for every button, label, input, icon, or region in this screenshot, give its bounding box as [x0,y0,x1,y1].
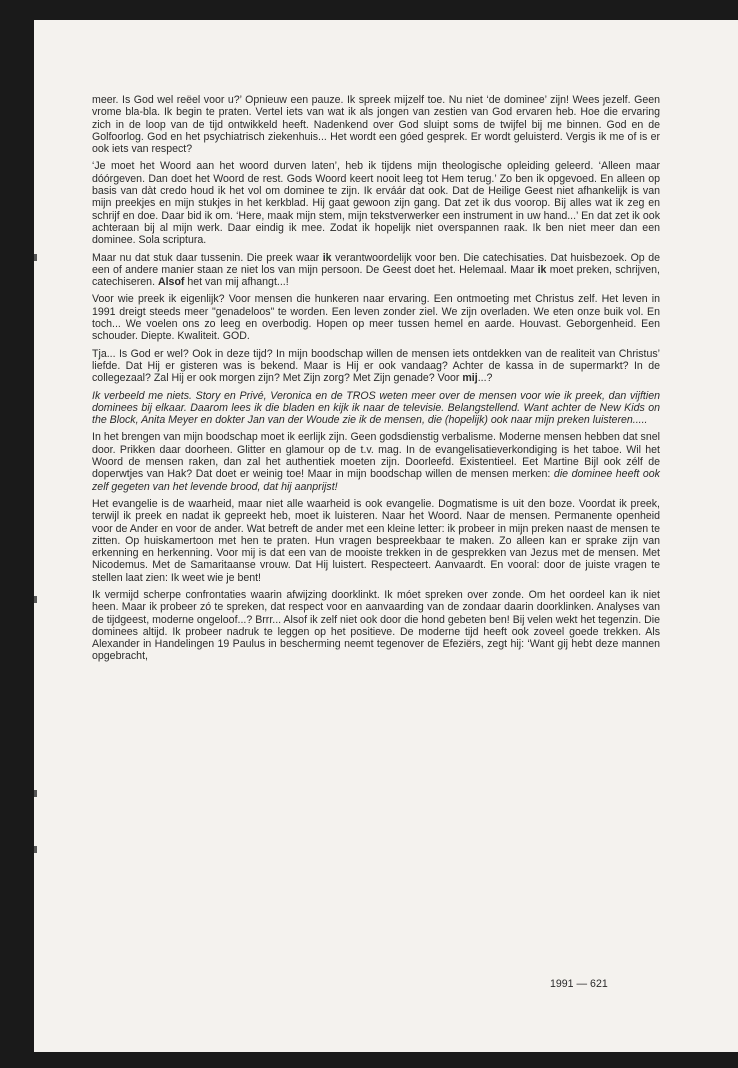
text-run: Voor wie preek ik eigenlijk? Voor mensen die hunkeren naar ervaring. Een ontmoeting met Christus zelf. Het leven in 1991 dreigt steeds meer "genadeloos" te worden. Een leven zonder ziel. We zijn overladen. We eten onze buik vol. En toch... We voelen ons zo leeg en overbodig. Hopen op meer tussen hemel en aarde. Houvast. Geborgenheid. Een schouder. Diepte. Kwaliteit. GOD. [92,293,660,343]
text-run: ik [537,263,547,276]
text-run: verantwoordelijk voor ben. Die catechisaties. Dat huisbezoek. Op de een of andere manier staan ze niet los van mijn persoon. De Geest doet het. Helemaal. Maar [92,251,660,276]
scan-border-left [0,0,34,1068]
paragraph [92,498,660,584]
text-run: Ik verbeeld me niets. Story en Privé, Veronica en de TROS weten meer over de mensen voor wie ik preek, dan vijftien dominees bij elkaar. Daarom lees ik die bladen en kijk ik naar de televisie. Belangstellend. Want achter de New Kids on the Block, Anita Meyer en dokter Jan van der Woude zie ik de mensen, die (hopelijk) ook naar mijn preken luisteren..... [92,389,660,427]
page-folio: 1991 — 621 [550,978,608,990]
text-run: Tja... Is God er wel? Ook in deze tijd? In mijn boodschap willen de mensen iets ontdekken van de realiteit van Christus’ liefde. Dat Hij er gisteren was is bekend. Maar is Hij er ook vandaag? Achter de kassa in de supermarkt? In de collegezaal? Zal Hij er ook morgen zijn? Met Zijn zorg? Met Zijn genade? Voor [92,347,660,385]
paragraph [92,252,660,289]
text-run: Ik vermijd scherpe confrontaties waarin afwijzing doorklinkt. Ik móet spreken over zonde. Om het oordeel kan ik niet heen. Maar ik probeer zó te spreken, dat respect voor en aanvaarding van de zondaar daarin doorklinken. Analyses van de tijdgeest, moderne ongeloof...? Brrr... Alsof ik zelf niet ook door die hond gebeten ben! Bij velen wekt het tegenzin. Die dominees altijd. Ik probeer nadruk te leggen op het positieve. De moderne tijd heeft ook zoveel goede trekken. Als Alexander in Handelingen 19 Paulus in bescherming neemt tegenover de Efeziërs, zegt hij: ‘Want gij hebt deze mannen opgebracht, [92,588,660,663]
paragraph [92,160,660,246]
text-run: Maar nu dat stuk daar tussenin. Die preek waar [92,251,323,264]
text-run: Het evangelie is de waarheid, maar niet alle waarheid is ook evangelie. Dogmatisme is uit den boze. Voordat ik preek, terwijl ik preek en nadat ik gepreekt heb, moet ik luisteren. Naar het Woord. Naar de mensen. Permanente openheid voor de Ander en voor de ander. Wat betreft de ander met een kleine letter: ik probeer in mijn preken naast de mensen te zitten. Op huiskamertoon met hen te praten. Hun vragen bespreekbaar te maken. Zo alleen kan er sprake zijn van erkenning en herkenning. Voor mij is dat een van de mooiste trekken in de gesprekken van Jezus met de mensen. Met Nicodemus. Met de Samaritaanse vrouw. Dat Hij luistert. Respecteert. Aanvaardt. En vooral: door de juiste vragen te stellen laat zien: Ik weet wie je bent! [92,497,660,584]
text-run: mij [462,372,478,385]
text-run: moet preken, schrijven, catechiseren. [92,263,660,289]
margin-mark [34,846,37,853]
article-body [92,94,660,668]
text-run: ik [322,251,332,264]
text-run: meer. Is God wel reëel voor u?’ Opnieuw een pauze. Ik spreek mijzelf toe. Nu niet ‘de dominee’ zijn! Wees jezelf. Geen vrome bla-bla. Ik begin te praten. Vertel iets van wat ik als jongen van zestien van God ervaren heb. Hoe die ervaring zich in de loop van de tijd ontwikkeld heeft. Nadenkend over God sluipt soms de twijfel bij me binnen. God en de Golfoorlog. God en het psychiatrisch ziekenhuis... Het wordt een góed gesprek. Er wordt geluisterd. Vergis ik me of is er ook iets van respect? [92,94,660,156]
scan-border-top [0,0,738,20]
margin-mark [34,254,37,261]
text-run: het van mij afhangt...! [184,276,289,289]
text-run: In het brengen van mijn boodschap moet ik eerlijk zijn. Geen godsdienstig verbalisme. Moderne mensen hebben dat snel door. Prikken daar doorheen. Glitter en glamour op de t.v. mag. In de evangelisatieverkondiging is het taboe. Wil het Woord de mensen raken, dan zal het authentiek moeten zijn. Doorleefd. Existentieel. Eet Martine Bijl ook zélf de doperwtjes van Hak? Dat doet er weinig toe! Maar in mijn boodschap willen de mensen merken: [92,431,660,481]
scan-border-bottom [0,1052,738,1068]
margin-mark [34,596,37,603]
text-run: ‘Je moet het Woord aan het woord durven laten’, heb ik tijdens mijn theologische opleiding geleerd. ‘Alleen maar dóórgeven. Dan doet het Woord de rest. Gods Woord keert nooit leeg tot Hem terug.’ Zo ben ik opgevoed. En alleen op basis van dàt credo houd ik het vol om dominee te zijn. Ik erváár dat ook. Dat de Heilige Geest niet afhankelijk is van mijn preekjes en mijn stukjes in het kerkblad. Hij gaat gewoon zijn gang. Dat zet ik dus voorop. Bij alles wat ik zeg en schrijf en doe. Daar bid ik om. ‘Here, maak mijn stem, mijn tekstverwerker een instrument in uw hand...’ En dat zet ik ook achteraan bij al mijn werk. Daar eindig ik mee. Zodat ik hopelijk niet overspannen raak. Ik ben niet meer dan een dominee. Sola scriptura. [92,160,660,247]
margin-mark [34,790,37,797]
paragraph [92,390,660,427]
page-sheet [34,20,738,1052]
paragraph [92,431,660,492]
paragraph [92,293,660,342]
paragraph [92,94,660,155]
text-run: die dominee heeft ook zelf gegeten van het levende brood, dat hij aanprijst! [92,468,660,493]
text-run: Alsof [157,276,185,289]
paragraph [92,348,660,385]
text-run: ...? [477,372,493,385]
paragraph [92,589,660,663]
